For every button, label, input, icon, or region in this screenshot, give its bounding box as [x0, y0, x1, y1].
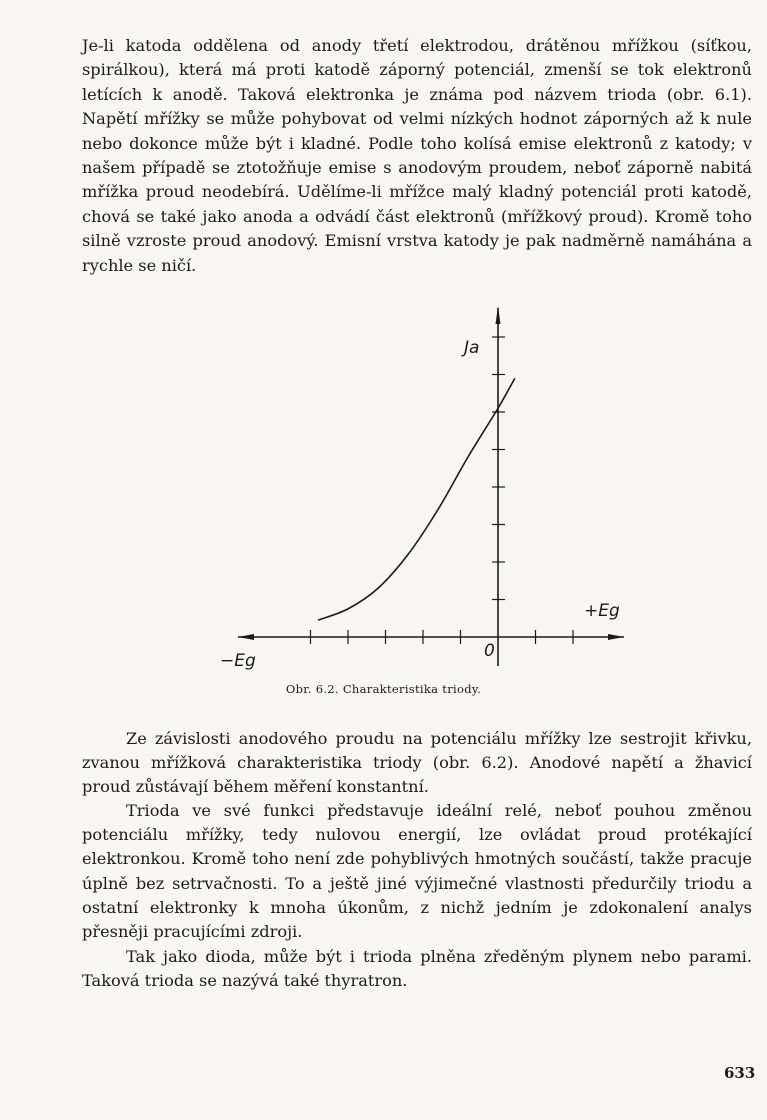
x-axis-left-arrow: [238, 634, 254, 640]
figure-caption: Obr. 6.2. Charakteristika triody.: [285, 682, 482, 696]
page-number: 633: [724, 1064, 756, 1082]
x-axis-negative-label: −Eg: [220, 651, 256, 671]
paragraph-intro: Je-li katoda oddělena od anody třetí elektrodou, drátěnou mřížkou (síťkou, spirálkou), která má proti katodě záporný potenciál, zmenší se tok elektronů letících k anodě. Taková elektronka je známa pod názvem trioda (obr. 6.1). Napětí mřížky se může pohybovat od velmi nízkých hodnot záporných až k nule nebo dokonce může být i kladné. Podle toho kolísá emise elektronů z katody; v našem případě se ztotožňuje emise s anodovým proudem, neboť záporně nabitá mřížka proud neodebírá. Udělíme-li mřížce malý kladný potenciál proti katodě, chová se také jako anoda a odvádí část elektronů (mřížkový proud). Kromě toho silně vzroste proud anodový. Emisní vrstva katody je pak nadměrně namáhána a rychle se ničí.: [82, 36, 752, 275]
y-axis-label: Ja: [464, 338, 480, 358]
paragraph-thyratron: Tak jako dioda, může být i trioda plněna zředěným plynem nebo parami. Taková trioda se nazývá také thyratron.: [82, 947, 752, 991]
origin-label: 0: [484, 641, 495, 661]
x-axis-right-arrow: [608, 634, 624, 640]
paragraph-relay: Trioda ve své funkci představuje ideální relé, neboť pouhou změnou potenciálu mřížky, tedy nulovou energií, lze ovládat proud protékající elektronkou. Kromě toho není zde pohyblivých hmotných součástí, takže pracuje úplně bez setrvačnosti. To a ještě jiné výjimečné vlastnosti předurčily triodu a ostatní elektronky k mnoha úkonům, z nichž jedním je zdokonalení analys přesněji pracujícími zdroji.: [82, 801, 752, 942]
triode-characteristic-figure: [220, 298, 646, 688]
ticks: [311, 337, 574, 644]
y-axis-arrow: [496, 306, 501, 324]
paragraph-characteristic: Ze závislosti anodového proudu na potenciálu mřížky lze sestrojit křivku, zvanou mřížková charakteristika triody (obr. 6.2). Anodové napětí a žhavicí proud zůstávají během měření konstantní.: [82, 729, 752, 796]
axes: [238, 306, 624, 666]
x-axis-positive-label: +Eg: [584, 601, 620, 621]
characteristic-curve: [318, 378, 515, 620]
